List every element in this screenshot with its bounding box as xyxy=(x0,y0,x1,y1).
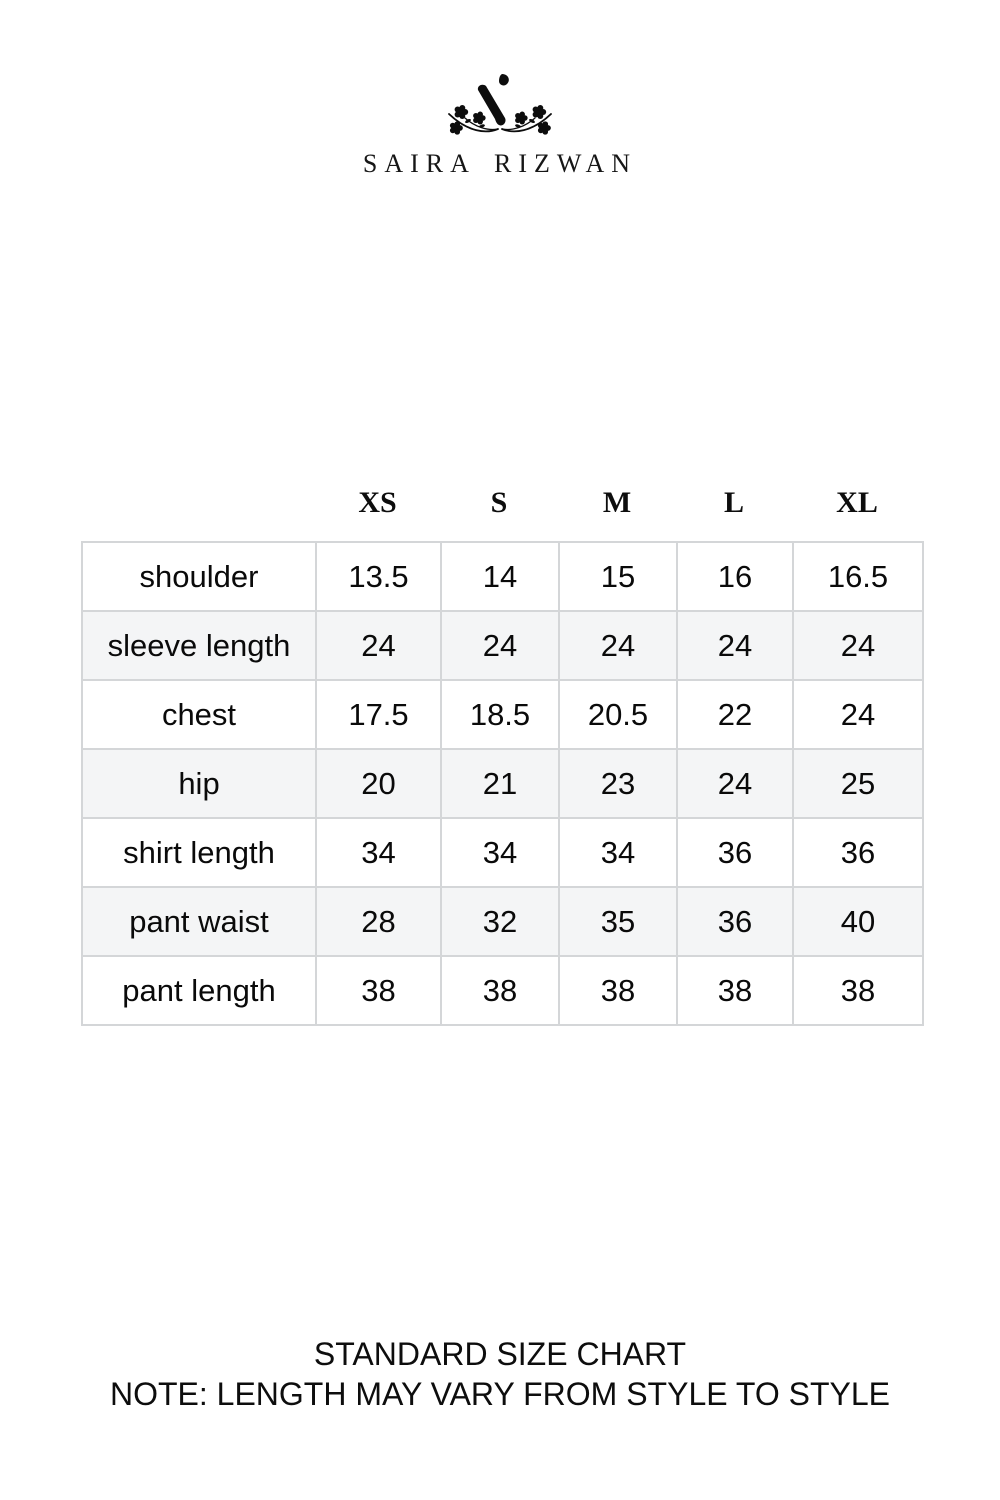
size-value-cell: 38 xyxy=(316,956,441,1025)
chart-title: STANDARD SIZE CHART xyxy=(313,1336,687,1372)
size-table xyxy=(81,541,924,1026)
row-label: shirt length xyxy=(82,818,316,887)
table-row xyxy=(82,611,923,680)
table-row xyxy=(82,818,923,887)
size-value-cell: 38 xyxy=(793,956,923,1025)
size-table-body xyxy=(82,542,923,1025)
size-value-cell: 36 xyxy=(677,887,793,956)
size-value-cell: 15 xyxy=(559,542,677,611)
size-value-cell: 36 xyxy=(677,818,793,887)
size-column-header: XS xyxy=(358,486,397,519)
floral-calligraphy-icon xyxy=(444,62,556,140)
size-column-header: M xyxy=(602,486,632,519)
table-row xyxy=(82,680,923,749)
row-label: pant waist xyxy=(82,887,316,956)
size-value-cell: 34 xyxy=(316,818,441,887)
size-value-cell: 36 xyxy=(793,818,923,887)
size-value-cell: 14 xyxy=(441,542,559,611)
size-value-cell: 32 xyxy=(441,887,559,956)
row-label: pant length xyxy=(82,956,316,1025)
row-label: sleeve length xyxy=(82,611,316,680)
size-value-cell: 38 xyxy=(441,956,559,1025)
size-value-cell: 25 xyxy=(793,749,923,818)
size-value-cell: 16 xyxy=(677,542,793,611)
size-value-cell: 22 xyxy=(677,680,793,749)
row-label: hip xyxy=(82,749,316,818)
size-value-cell: 38 xyxy=(559,956,677,1025)
size-column-header: XL xyxy=(836,486,878,519)
size-value-cell: 21 xyxy=(441,749,559,818)
size-value-cell: 18.5 xyxy=(441,680,559,749)
size-value-cell: 34 xyxy=(559,818,677,887)
size-value-cell: 24 xyxy=(677,749,793,818)
row-label: shoulder xyxy=(82,542,316,611)
size-value-cell: 24 xyxy=(677,611,793,680)
size-column-header: S xyxy=(490,486,508,519)
size-value-cell: 28 xyxy=(316,887,441,956)
size-value-cell: 23 xyxy=(559,749,677,818)
size-value-cell: 24 xyxy=(793,611,923,680)
size-value-cell: 16.5 xyxy=(793,542,923,611)
size-value-cell: 17.5 xyxy=(316,680,441,749)
size-value-cell: 24 xyxy=(441,611,559,680)
size-value-cell: 24 xyxy=(793,680,923,749)
size-value-cell: 24 xyxy=(559,611,677,680)
chart-note: NOTE: LENGTH MAY VARY FROM STYLE TO STYLE xyxy=(109,1376,891,1412)
size-value-cell: 13.5 xyxy=(316,542,441,611)
brand-name: SAIRA RIZWAN xyxy=(362,149,638,178)
size-value-cell: 40 xyxy=(793,887,923,956)
table-row xyxy=(82,887,923,956)
table-row xyxy=(82,749,923,818)
row-label: chest xyxy=(82,680,316,749)
size-value-cell: 24 xyxy=(316,611,441,680)
size-value-cell: 38 xyxy=(677,956,793,1025)
size-columns xyxy=(81,478,922,518)
brand-logo xyxy=(0,62,1000,179)
footer-notes xyxy=(0,1334,1000,1414)
size-value-cell: 20.5 xyxy=(559,680,677,749)
size-chart xyxy=(81,478,922,1026)
size-value-cell: 35 xyxy=(559,887,677,956)
table-row xyxy=(82,956,923,1025)
size-value-cell: 34 xyxy=(441,818,559,887)
table-row xyxy=(82,542,923,611)
size-column-header: L xyxy=(723,486,744,519)
size-value-cell: 20 xyxy=(316,749,441,818)
